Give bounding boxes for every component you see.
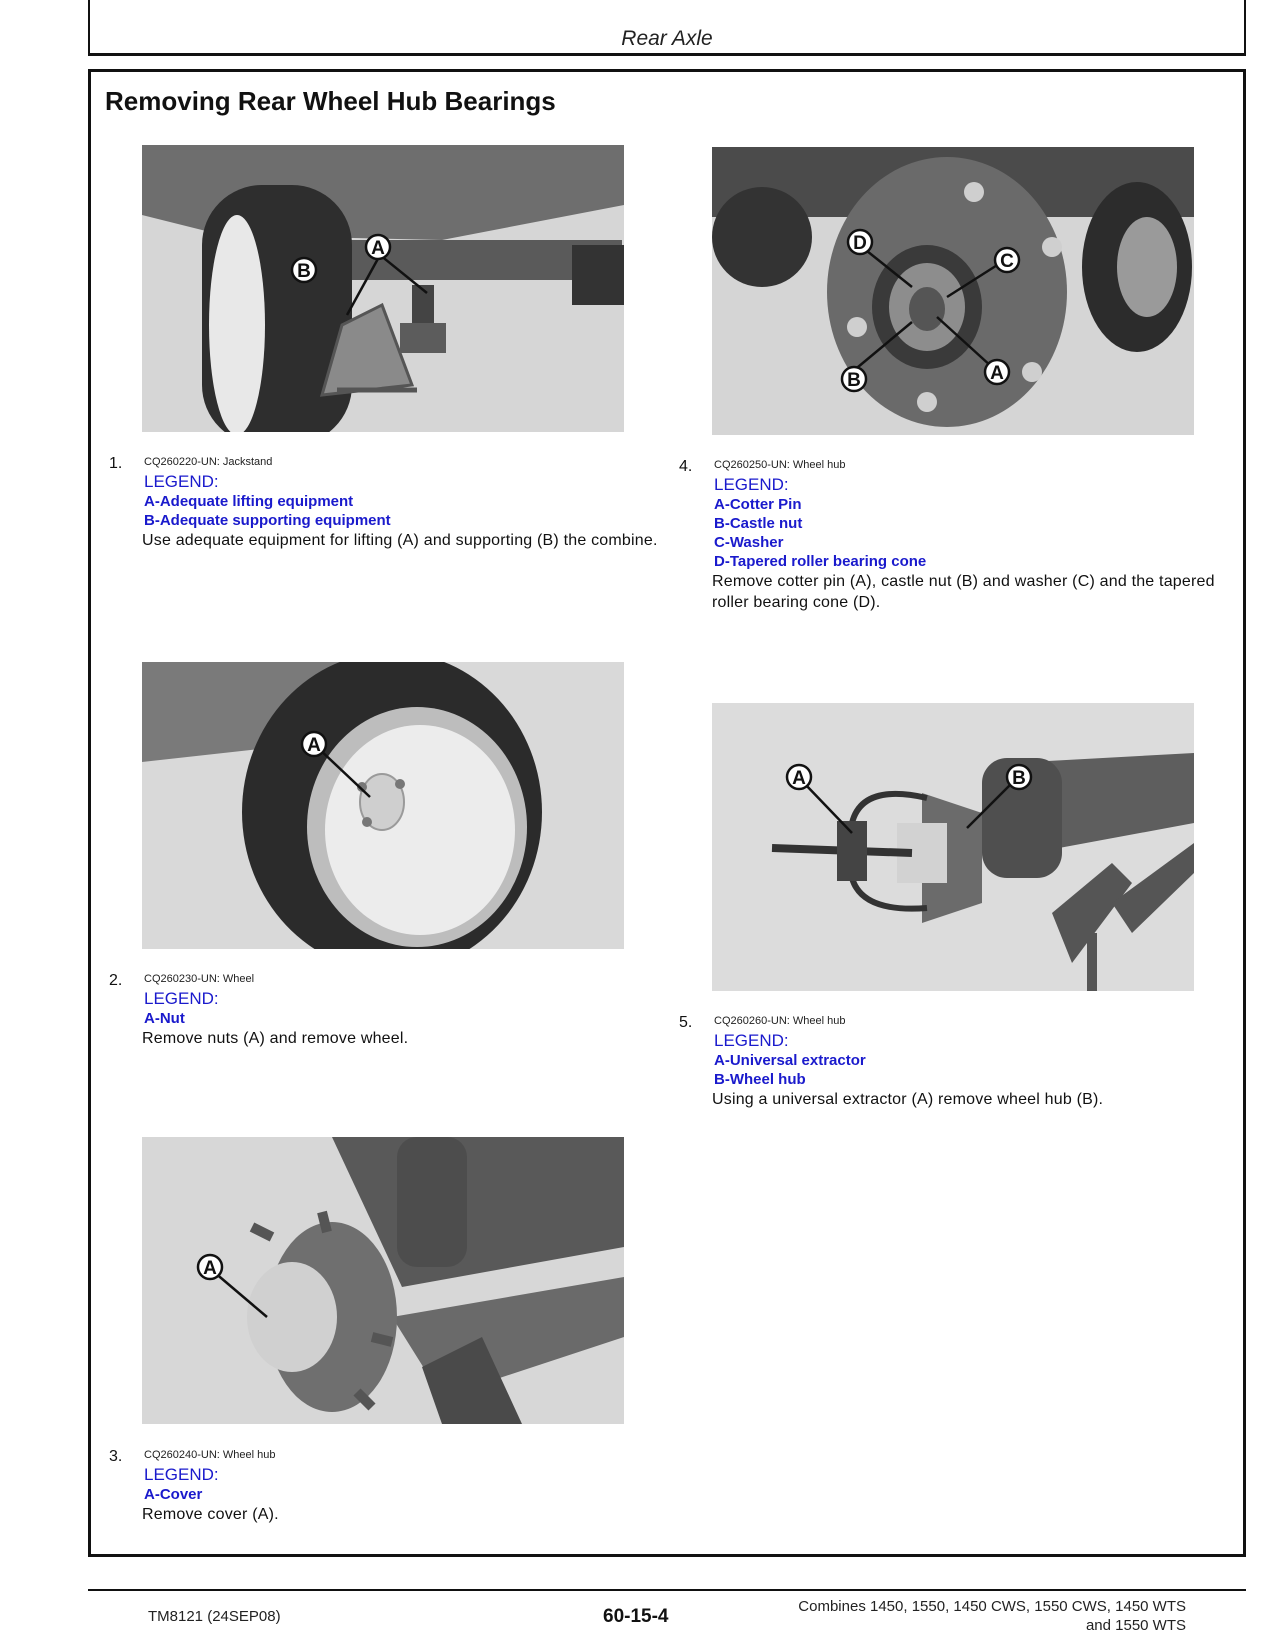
- step-number: 2.: [109, 972, 123, 989]
- callout-b: [292, 258, 316, 282]
- footer-document-id: TM8121 (24SEP08): [148, 1608, 281, 1625]
- svg-text:A: A: [990, 363, 1004, 384]
- photo-jackstand: [142, 145, 624, 432]
- callout-c: [995, 248, 1019, 272]
- legend-item: C-Washer: [714, 534, 784, 551]
- callout-a: [198, 1255, 222, 1279]
- callout-d: [848, 230, 872, 254]
- legend-item: A-Cover: [144, 1486, 203, 1503]
- page-header: [88, 0, 1246, 56]
- instruction-text: Remove nuts (A) and remove wheel.: [142, 1030, 409, 1047]
- hub-cover-illustration: [142, 1137, 624, 1424]
- legend-title: LEGEND:: [714, 475, 789, 494]
- legend-title: LEGEND:: [144, 989, 219, 1008]
- svg-text:D: D: [853, 233, 867, 254]
- step-3: [109, 1448, 662, 1525]
- callout-a: [302, 732, 326, 756]
- figure-caption: CQ260240-UN: Wheel hub: [144, 1449, 276, 1461]
- instruction-text: Remove cotter pin (A), castle nut (B) and washer (C) and the tapered roller bearing cone (D).: [712, 573, 1215, 611]
- callout-b: [842, 367, 866, 391]
- hub-castle-nut-illustration: [712, 147, 1194, 435]
- svg-text:B: B: [847, 370, 861, 391]
- instruction-text: Remove cover (A).: [142, 1506, 279, 1523]
- svg-text:A: A: [307, 735, 321, 756]
- page-title: Removing Rear Wheel Hub Bearings: [105, 86, 556, 116]
- footer-divider: [88, 1589, 1246, 1591]
- legend-item: B-Adequate supporting equipment: [144, 512, 391, 529]
- svg-text:A: A: [203, 1258, 217, 1279]
- wheel-illustration: [142, 662, 624, 949]
- step-5: [679, 1014, 1232, 1110]
- footer-models-line: Combines 1450, 1550, 1450 CWS, 1550 CWS, 1450 WTS: [798, 1598, 1186, 1615]
- step-number: 5.: [679, 1014, 693, 1031]
- step-number: 1.: [109, 455, 123, 472]
- step-4: [679, 458, 1232, 613]
- legend-item: D-Tapered roller bearing cone: [714, 553, 927, 570]
- extractor-illustration: [712, 703, 1194, 991]
- photo-hub-cover: [142, 1137, 624, 1424]
- legend-title: LEGEND:: [144, 1465, 219, 1484]
- svg-text:B: B: [297, 261, 311, 282]
- instruction-text: Using a universal extractor (A) remove wheel hub (B).: [712, 1091, 1104, 1108]
- legend-item: A-Adequate lifting equipment: [144, 493, 354, 510]
- jackstand-illustration: [142, 145, 624, 432]
- callout-a: [787, 765, 811, 789]
- legend-item: B-Wheel hub: [714, 1071, 806, 1088]
- svg-text:A: A: [792, 768, 806, 789]
- callout-a: [366, 235, 390, 259]
- legend-item: B-Castle nut: [714, 515, 803, 532]
- figure-caption: CQ260260-UN: Wheel hub: [714, 1015, 846, 1027]
- legend-item: A-Nut: [144, 1010, 185, 1027]
- footer-models: [700, 1597, 1186, 1635]
- footer-models-line: and 1550 WTS: [1085, 1617, 1186, 1634]
- figure-caption: CQ260220-UN: Jackstand: [144, 456, 273, 468]
- legend-item: A-Cotter Pin: [714, 496, 802, 513]
- photo-extractor: [712, 703, 1194, 991]
- step-number: 3.: [109, 1448, 123, 1465]
- legend-item: A-Universal extractor: [714, 1052, 866, 1069]
- step-2: [109, 972, 662, 1049]
- step-1: [109, 455, 662, 551]
- footer-page-number: 60-15-4: [603, 1606, 669, 1627]
- photo-hub-castle-nut: [712, 147, 1194, 435]
- figure-caption: CQ260250-UN: Wheel hub: [714, 459, 846, 471]
- callout-a: [985, 360, 1009, 384]
- figure-caption: CQ260230-UN: Wheel: [144, 973, 255, 985]
- instruction-text: Use adequate equipment for lifting (A) and supporting (B) the combine.: [142, 532, 658, 549]
- callout-b: [1007, 765, 1031, 789]
- legend-title: LEGEND:: [714, 1031, 789, 1050]
- svg-text:B: B: [1012, 768, 1026, 789]
- step-number: 4.: [679, 458, 693, 475]
- section-name: Rear Axle: [621, 27, 713, 50]
- svg-text:A: A: [371, 238, 385, 259]
- legend-title: LEGEND:: [144, 472, 219, 491]
- svg-text:C: C: [1000, 251, 1014, 272]
- photo-wheel: [142, 662, 624, 949]
